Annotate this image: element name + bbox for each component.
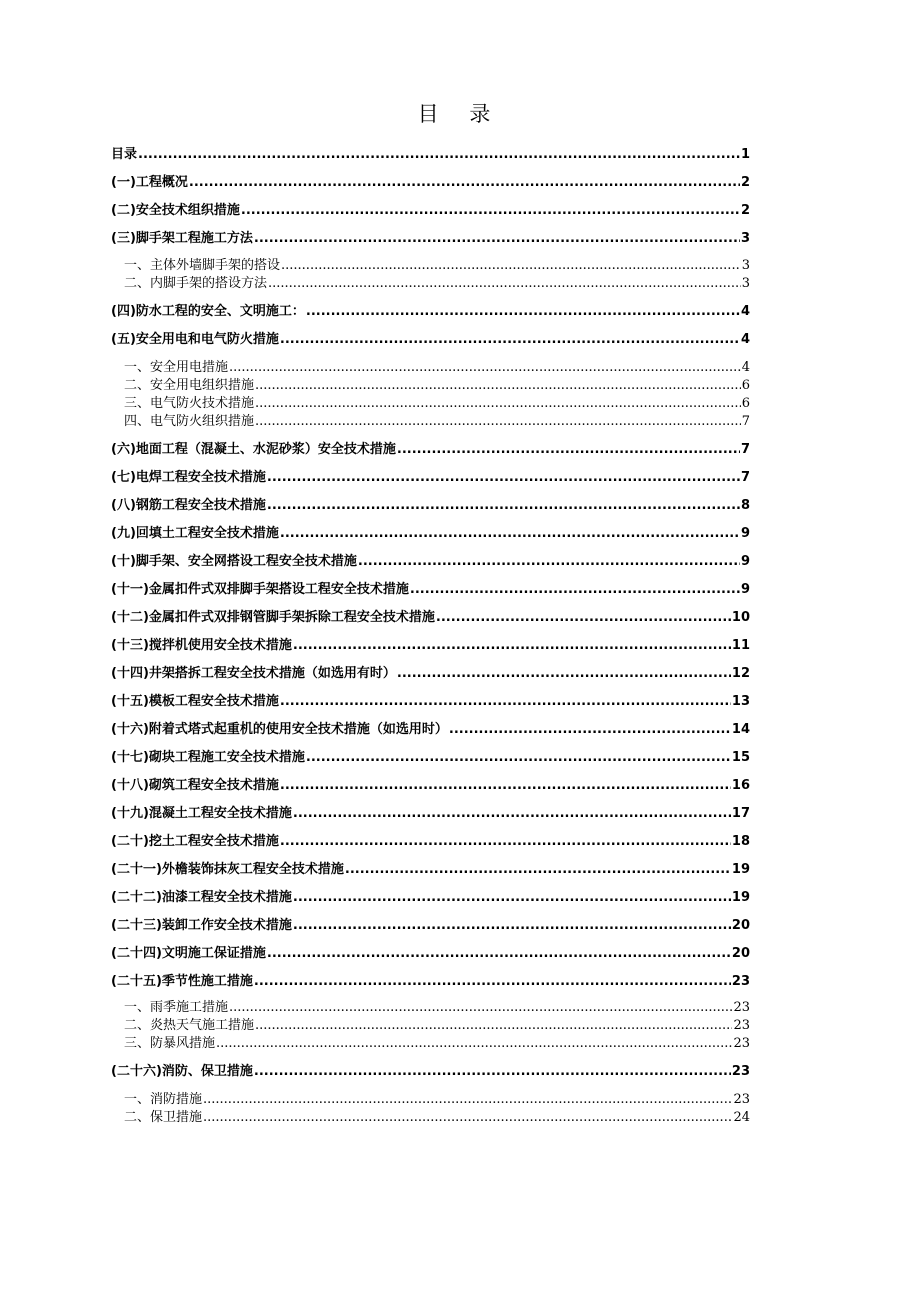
toc-entry[interactable] [111,807,750,820]
toc-dot-leader [203,1111,732,1124]
toc-entry[interactable] [111,863,750,876]
toc-entry[interactable] [111,639,750,652]
toc-page-number: 19 [731,890,750,905]
toc-entry[interactable] [124,1111,750,1124]
toc-entry-title: 目录 [111,147,138,162]
toc-dot-leader [293,891,731,904]
toc-page-number: 23 [731,1064,750,1079]
toc-page-number: 3 [741,276,750,291]
toc-entry[interactable] [111,611,750,624]
toc-entry[interactable] [111,779,750,792]
toc-entry-title: 装卸工作安全技术措施 [161,918,292,933]
toc-entry[interactable] [124,415,750,428]
toc-entry-number: (十八) [111,778,149,793]
toc-page-number: 15 [731,750,750,765]
toc-entry[interactable] [111,947,750,960]
toc-entry-title: 工程概况 [135,175,188,190]
toc-entry-title: 二、安全用电组织措施 [124,378,255,393]
toc-entry-title: 三、电气防火技术措施 [124,396,255,411]
toc-entry-number: (十九) [111,806,149,821]
toc-page-number: 23 [733,1000,750,1015]
toc-dot-leader [267,471,740,484]
toc-entry-title: 一、雨季施工措施 [124,1000,229,1015]
toc-dot-leader [229,1001,732,1014]
toc-entry-title: 安全技术组织措施 [135,203,240,218]
toc-entry[interactable] [111,751,750,764]
toc-entry-title: 挖土工程安全技术措施 [148,834,279,849]
toc-entry-number: (二十四) [111,946,162,961]
toc-entry-number: (十) [111,554,136,569]
toc-entry-title: 二、内脚手架的搭设方法 [124,276,268,291]
toc-entry-title: 搅拌机使用安全技术措施 [148,638,292,653]
toc-dot-leader [345,863,731,876]
toc-entry[interactable] [124,361,750,374]
toc-entry[interactable] [111,527,750,540]
toc-dot-leader [138,148,740,161]
toc-page-number: 3 [740,231,750,246]
toc-dot-leader [281,259,741,272]
toc-page-number: 3 [741,258,750,273]
toc-entry-number: (十七) [111,750,149,765]
toc-entry[interactable] [111,695,750,708]
toc-entry-number: (十五) [111,694,149,709]
toc-dot-leader [255,379,741,392]
toc-entry-title: 模板工程安全技术措施 [148,694,279,709]
toc-dot-leader [203,1093,732,1106]
toc-page-number: 18 [731,834,750,849]
toc-page-number: 7 [741,414,750,429]
toc-dot-leader [436,611,731,624]
toc-entry[interactable] [111,835,750,848]
toc-page-number: 10 [731,610,750,625]
toc-entry-title: 防水工程的安全、文明施工： [135,304,305,319]
toc-entry[interactable] [111,919,750,932]
toc-dot-leader [293,807,731,820]
toc-entry-title: 安全用电和电气防火措施 [135,332,279,347]
toc-entry-title: 回填土工程安全技术措施 [135,526,279,541]
toc-page-number: 4 [740,304,750,319]
toc-entry-title: 二、炎热天气施工措施 [124,1018,255,1033]
toc-entry-number: (六) [111,442,136,457]
toc-dot-leader [280,779,731,792]
toc-entry-number: (十一) [111,582,149,597]
toc-page-number: 9 [740,554,750,569]
toc-entry[interactable] [111,723,750,736]
toc-dot-leader [293,919,731,932]
toc-entry-number: (五) [111,332,136,347]
toc-entry[interactable] [111,667,750,680]
toc-dot-leader [449,723,731,736]
toc-entry[interactable] [124,1093,750,1106]
toc-entry[interactable] [111,583,750,596]
toc-page-number: 20 [731,918,750,933]
toc-dot-leader [280,835,731,848]
toc-dot-leader [254,1065,731,1078]
toc-dot-leader [397,667,731,680]
toc-entry-number: (一) [111,175,136,190]
toc-entry[interactable] [111,176,750,189]
toc-page-number: 14 [731,722,750,737]
toc-entry[interactable] [111,975,750,988]
toc-dot-leader [216,1037,732,1050]
toc-entry-title: 脚手架工程施工方法 [135,231,253,246]
toc-page-number: 2 [740,175,750,190]
toc-entry[interactable] [124,397,750,410]
toc-page-number: 4 [741,360,750,375]
toc-entry-number: (七) [111,470,136,485]
toc-entry-number: (十四) [111,666,149,681]
toc-entry-title: 砌筑工程安全技术措施 [148,778,279,793]
toc-entry-title: 外檐装饰抹灰工程安全技术措施 [161,862,344,877]
toc-dot-leader [229,361,741,374]
toc-dot-leader [268,277,741,290]
toc-page-number: 13 [731,694,750,709]
toc-entry[interactable] [111,891,750,904]
toc-entry-title: 脚手架、安全网搭设工程安全技术措施 [135,554,357,569]
toc-dot-leader [255,415,741,428]
toc-entry[interactable] [111,1065,750,1078]
toc-dot-leader [293,639,731,652]
toc-page-number: 8 [740,498,750,513]
toc-page-number: 23 [733,1036,750,1051]
toc-entry-title: 一、主体外墙脚手架的搭设 [124,258,281,273]
toc-entry-title: 电焊工程安全技术措施 [135,470,266,485]
toc-entry-number: (十六) [111,722,149,737]
toc-entry[interactable] [124,1019,750,1032]
toc-dot-leader [280,695,731,708]
toc-entry-number: (十二) [111,610,149,625]
toc-entry[interactable] [124,1001,750,1014]
toc-dot-leader [306,751,731,764]
toc-page-number: 1 [740,147,750,162]
toc-page-number: 4 [740,332,750,347]
toc-entry-title: 井架搭拆工程安全技术措施（如选用有时） [148,666,396,681]
toc-page-number: 20 [731,946,750,961]
toc-entry[interactable] [124,259,750,272]
toc-entry[interactable] [111,471,750,484]
toc-page-number: 23 [731,974,750,989]
toc-entry-number: (八) [111,498,136,513]
toc-entry-number: (二十二) [111,890,162,905]
toc-dot-leader [254,975,731,988]
toc-entry-title: 钢筋工程安全技术措施 [135,498,266,513]
toc-page-number: 23 [733,1018,750,1033]
toc-entry-title: 地面工程（混凝土、水泥砂浆）安全技术措施 [135,442,396,457]
toc-entry[interactable] [111,204,750,217]
toc-entry[interactable] [124,277,750,290]
toc-entry-title: 四、电气防火组织措施 [124,414,255,429]
toc-entry-title: 附着式塔式起重机的使用安全技术措施（如选用时） [148,722,448,737]
toc-page-number: 23 [733,1092,750,1107]
toc-page-number: 6 [741,378,750,393]
toc-dot-leader [358,555,740,568]
toc-entry[interactable] [111,499,750,512]
toc-entry-title: 油漆工程安全技术措施 [161,890,292,905]
toc-page-number: 7 [740,470,750,485]
toc-page-number: 17 [731,806,750,821]
toc-entry-title: 文明施工保证措施 [161,946,266,961]
toc-entry-title: 季节性施工措施 [161,974,253,989]
toc-entry-title: 金属扣件式双排脚手架搭设工程安全技术措施 [148,582,409,597]
toc-page-number: 11 [731,638,750,653]
toc-dot-leader [254,232,740,245]
toc-page-number: 2 [740,203,750,218]
toc-dot-leader [267,947,731,960]
page-title: 目 录 [417,102,503,126]
toc-page-number: 19 [731,862,750,877]
toc-dot-leader [397,443,740,456]
toc-entry-title: 一、消防措施 [124,1092,203,1107]
toc-entry-title: 消防、保卫措施 [161,1064,253,1079]
toc-dot-leader [189,176,740,189]
toc-dot-leader [241,204,740,217]
toc-entry[interactable] [111,148,750,161]
toc-entry-number: (二十三) [111,918,162,933]
toc-entry-number: (二十五) [111,974,162,989]
toc-page-number: 9 [740,582,750,597]
toc-dot-leader [267,499,740,512]
toc-entry[interactable] [111,443,750,456]
toc-page-number: 24 [733,1110,750,1125]
toc-entry-number: (十三) [111,638,149,653]
toc-entry-number: (二十) [111,834,149,849]
toc-entry-title: 金属扣件式双排钢管脚手架拆除工程安全技术措施 [148,610,435,625]
toc-entry-title: 混凝土工程安全技术措施 [148,806,292,821]
toc-page-number: 6 [741,396,750,411]
toc-entry[interactable] [111,333,750,346]
toc-entry-number: (四) [111,304,136,319]
toc-entry-title: 三、防暴风措施 [124,1036,216,1051]
toc-entry[interactable] [124,379,750,392]
toc-page-number: 12 [731,666,750,681]
toc-entry-title: 一、安全用电措施 [124,360,229,375]
toc-entry[interactable] [111,232,750,245]
toc-entry[interactable] [124,1037,750,1050]
toc-entry[interactable] [111,305,750,318]
toc-entry-title: 砌块工程施工安全技术措施 [148,750,305,765]
toc-dot-leader [410,583,740,596]
toc-entry[interactable] [111,555,750,568]
toc-dot-leader [280,527,740,540]
toc-dot-leader [280,333,740,346]
toc-page-number: 16 [731,778,750,793]
toc-entry-number: (三) [111,231,136,246]
toc-entry-number: (二十一) [111,862,162,877]
toc-entry-number: (二) [111,203,136,218]
toc-entry-number: (九) [111,526,136,541]
toc-page-number: 7 [740,442,750,457]
toc-dot-leader [255,397,741,410]
toc-entry-title: 二、保卫措施 [124,1110,203,1125]
toc-entry-number: (二十六) [111,1064,162,1079]
toc-dot-leader [255,1019,732,1032]
toc-page-number: 9 [740,526,750,541]
toc-dot-leader [306,305,740,318]
